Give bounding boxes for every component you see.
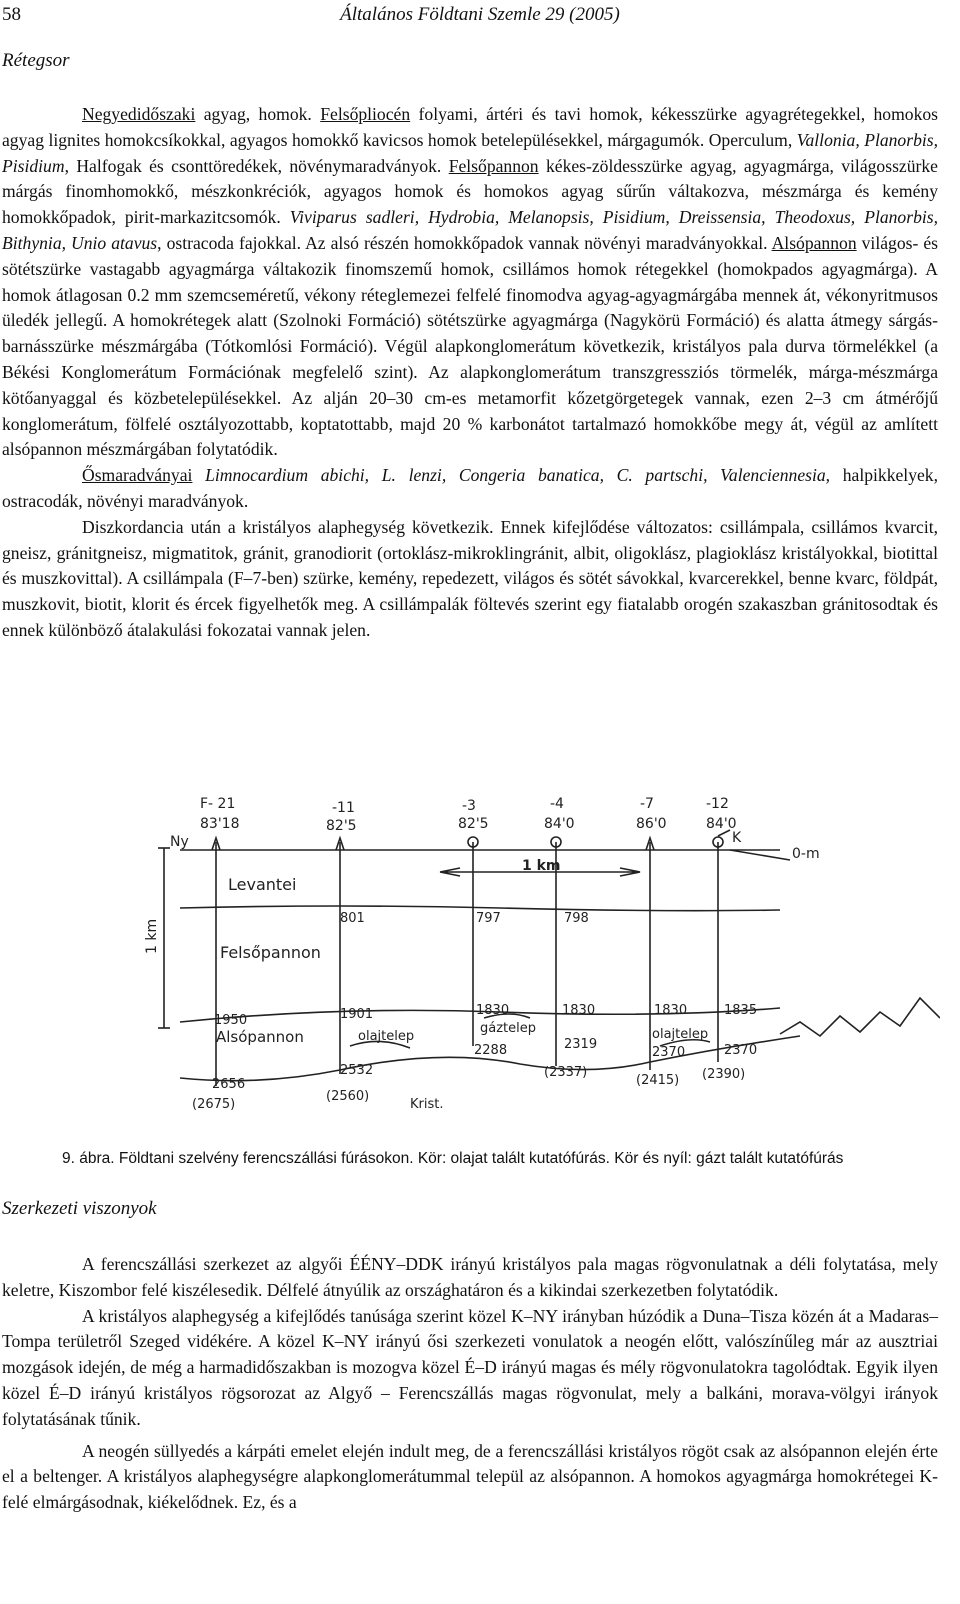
paragraph-ferencszallasi: A ferencszállási szerkezet az algyői ÉÉNY–DDK irányú kristályos pala magas rögvonulatnak a déli folytatása, mely keletre, Kiszombor felé kiszélesedik. Délfelé átnyúlik az országhatáron és a kikindai szerkezetben folytatódik. [2, 1254, 938, 1300]
label-gaztelep: gáztelep [480, 1021, 536, 1036]
paragraph-neogen: A neogén süllyedés a kárpáti emelet elején indult meg, de a ferencszállási kristályos rögöt csak az alsópannon elején érte el a beltenger. A kristályos alaphegységre alapkonglomerátummal települ az alsópannon. A homokos agyagmárga homokrétegei K-felé elmárgásodnak, kiékelődnek. Ez, és a [2, 1440, 938, 1513]
depth-label: 2370 [652, 1045, 686, 1060]
well-name: -3 [462, 798, 476, 814]
depth-label: 1950 [214, 1013, 248, 1028]
label-ny: Ny [170, 834, 189, 850]
depth-label: 1830 [654, 1003, 688, 1018]
paragraph-osmaradvanyai: Ősmaradványai Limnocardium abichi, L. lenzi, Congeria banatica, C. partschi, Valenciennesia, halpikkelyek, ostracodák, növényi maradványok. [2, 465, 938, 511]
basement-line-east [780, 998, 940, 1036]
journal-title: Általános Földtani Szemle 29 (2005) [340, 4, 620, 25]
section-heading-retegsor: Rétegsor [2, 50, 70, 71]
paragraph-diszkordancia: Diszkordancia után a kristályos alaphegység következik. Ennek kifejlődése változatos: csillámpala, csillámos kvarcit, gneisz, gránitgneisz, migmatitok, gránit, granodiorit (ortoklász-mikroklingránit, albit, oligoklász, plagioklász kristályokkal, biotittal és muszkovittal). A csillámpala (F–7-ben) szürke, kemény, repedezett, világos és sötét sávokkal, kvarcerekkel, benne kvarc, földpát, muszkovit, biotit, klorit és ércek figyelhetők meg. A csillámpalák föltevés szerint egy fiatalabb orogén szakaszban gránitosodtak és ennek különböző átalakulási fokozatai vannak jelen. [2, 516, 938, 640]
term-felsopannon: Felsőpannon [448, 155, 539, 176]
label-zero-m: 0-m [792, 846, 820, 862]
term-negyedidoszaki: Negyedidőszaki [82, 104, 196, 124]
layer-alsopannon: Alsópannon [216, 1028, 304, 1046]
layer-levantei: Levantei [228, 875, 297, 894]
depth-label: 1901 [340, 1007, 374, 1022]
label-k: K [732, 830, 742, 846]
depth-label: (2675) [192, 1097, 236, 1112]
layer-felsopannon: Felsőpannon [220, 943, 321, 962]
depth-label: (2337) [544, 1065, 588, 1080]
depth-label: 2319 [564, 1037, 598, 1052]
well-elevation: 83'18 [200, 816, 240, 832]
depth-label: (2390) [702, 1067, 746, 1082]
depth-label: 797 [476, 911, 501, 926]
well-elevation: 82'5 [326, 818, 357, 834]
term-alsopannon: Alsópannon [771, 232, 857, 253]
depth-label: 2370 [724, 1043, 758, 1058]
label-olajtelep-1: olajtelep [358, 1029, 415, 1044]
depth-label: 801 [340, 911, 365, 926]
depth-label: 798 [564, 911, 589, 926]
well-elevation: 84'0 [706, 816, 737, 832]
paragraph-kristalyos: A kristályos alaphegység a kifejlődés tanúsága szerint közel K–NY irányban húzódik a Duna–Tisza közén át a Madaras–Tompa területről Szeged vidékére. A közel K–NY irányú ősi szerkezeti vonulatok a neogén előtt, valószínűleg már az ausztriai mozgások idején, de még a harmadidőszakban is mozogva közel É–D irányú magas és mély rögvonulatokra tagolódtak. Egyik ilyen közel É–D irányú kristályos rögsorozat az Algyő – Ferencszállás magas rögvonulat, mely a balkáni, morava-völgyi irányok folytatásának tűnik. [2, 1305, 938, 1429]
geological-section-figure [140, 786, 940, 1116]
page-number: 58 [2, 4, 21, 25]
depth-label: 1835 [724, 1003, 758, 1018]
depth-label: 1830 [562, 1003, 596, 1018]
well-name: -12 [706, 796, 729, 812]
label-krist: Krist. [410, 1097, 444, 1112]
depth-label: (2560) [326, 1089, 370, 1104]
well-elevation: 84'0 [544, 816, 575, 832]
depth-label: 2532 [340, 1063, 374, 1078]
body-text-top [2, 102, 938, 644]
well-name: F- 21 [200, 796, 236, 812]
label-horizontal-km: 1 km [522, 858, 561, 874]
depth-label: (2415) [636, 1073, 680, 1088]
body-text-bottom [2, 1252, 938, 1516]
label-olajtelep-2: olajtelep [652, 1027, 709, 1042]
depth-label: 1830 [476, 1003, 510, 1018]
term-felsopliocen: Felsőpliocén [320, 104, 411, 124]
boundary-levantei [180, 906, 780, 911]
well-elevation: 82'5 [458, 816, 489, 832]
figure-caption: 9. ábra. Földtani szelvény ferencszállási fúrásokon. Kör: olajat talált kutatófúrás. Kör és nyíl: gázt talált kutatófúrás [62, 1150, 844, 1167]
section-heading-szerkezeti: Szerkezeti viszonyok [2, 1198, 157, 1219]
well-elevation: 86'0 [636, 816, 667, 832]
well-name: -11 [332, 800, 355, 816]
depth-label: 2656 [212, 1077, 246, 1092]
label-vertical-km: 1 km [144, 918, 160, 954]
well-name: -4 [550, 796, 564, 812]
well-name: -7 [640, 796, 654, 812]
depth-label: 2288 [474, 1043, 508, 1058]
paragraph-retegsor: Negyedidőszaki agyag, homok. Felsőpliocén folyami, ártéri és tavi homok, kékesszürke agyagrétegekkel, homokos agyag lignites homokcsíkokkal, agyagos homokkő kavicsos homok betelepülésekkel, márgagumók. Operculum, Vallonia, Planorbis, Pisidium, Halfogak és csonttöredékek, növénymaradványok. Felsőpannon kékes-zöldesszürke agyag, agyagmárga, világosszürke márgás finomhomokkő, mészkonkréciók, agyagos homok és homokos agyag sűrűn váltakozva, mészmárga és kemény homokkőpadok, pirit-markazitcsomók. Viviparus sadleri, Hydrobia, Melanopsis, Pisidium, Dreissensia, Theodoxus, Planorbis, Bithynia, Unio atavus, ostracoda fajokkal. Az alsó részén homokkőpadok vannak növényi maradványokkal. Alsópannon világos- és sötétszürke vastagabb agyagmárga váltakozik finomszemű homok, csillámos homok rétegekkel (homokpados agyagmárga). A homok átlagosan 0.2 mm szemcseméretű, vékony réteglemezei felfelé finomodva agyag-agyagmárgába mennek át, vékonyritmusos üledék jellegű. A homokrétegek alatt (Szolnoki Formáció) sötétszürke agyagmárga (Nagykörü Formáció) és alatta átmegy sárgás-barnásszürke mészmárgába (Tótkomlósi Formáció). Végül alapkonglomerátum következik, kristályos pala durva törmelékkel (a Békési Konglomerátum Formációnak megfelelő szint). Az alapkonglomerátum transzgressziós törmelék, márga-mészmárga kötőanyaggal és közbetelepülésekkel. Az alján 20–30 cm-es metamorfit kőzetgörgetegek vannak, ezen 2–3 cm átmérőjű konglomerátum, fölfelé osztályozottabb, koptatottabb, majd 20 % karbonátot tartalmazó homokkőbe megy át, végül az amlített alsópannon mészmárgában folytatódik. [2, 104, 939, 460]
